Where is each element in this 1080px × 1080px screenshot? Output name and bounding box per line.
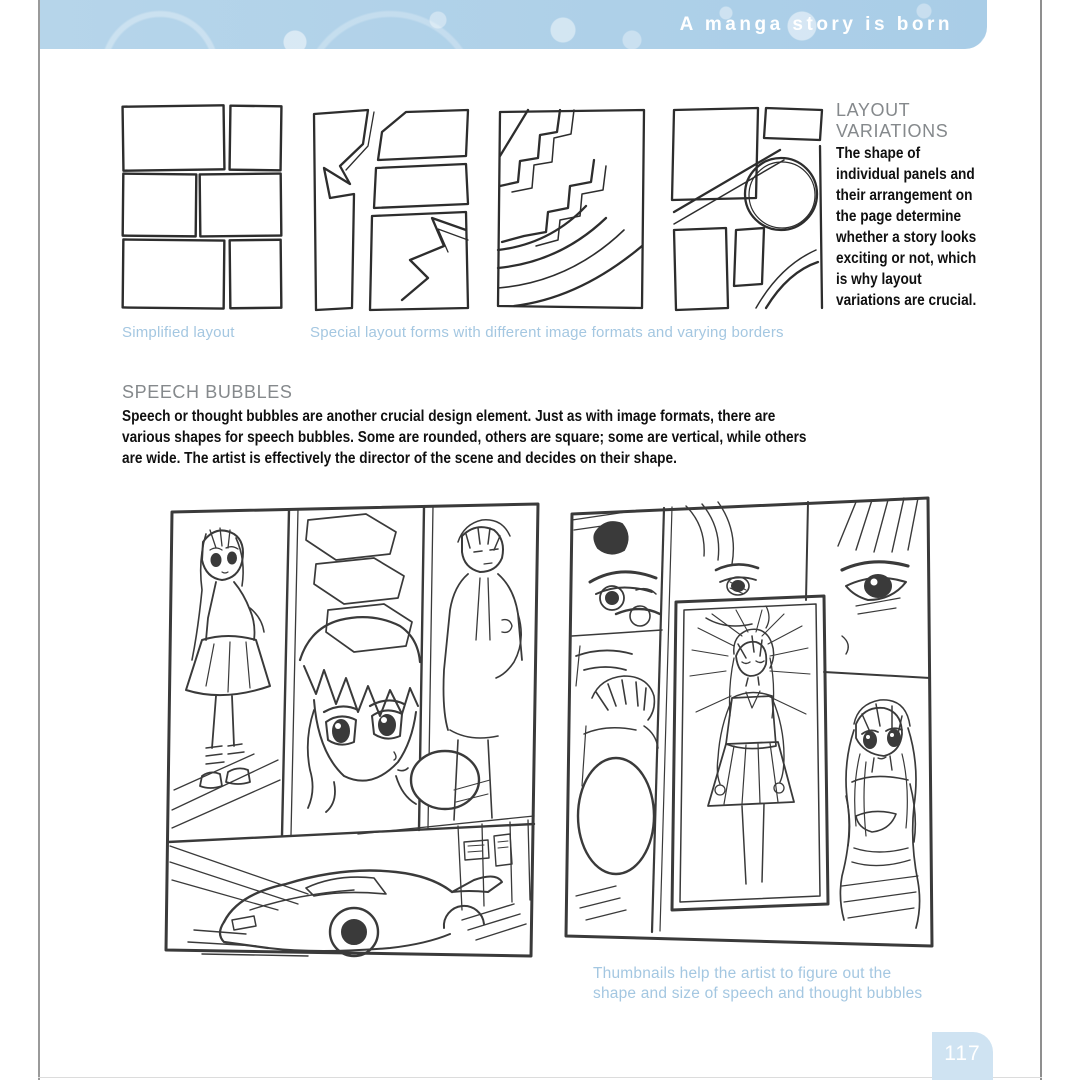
page-right-edge-line [1040,0,1042,1080]
page-bottom-edge-line [38,1077,1042,1078]
layout-variations-heading: LAYOUT VARIATIONS [836,100,949,141]
layout-sketch-staircase-rays [494,102,650,314]
caption-simplified-layout: Simplified layout [122,324,235,341]
page-left-edge-line [38,0,40,1080]
caption-special-layouts: Special layout forms with different image formats and varying borders [310,324,784,341]
chapter-title: A manga story is born [679,14,953,35]
layout-variations-body: The shape of individual panels and their arrangement on the page determine whether a story looks exciting or not, which is why layout variations are crucial. [836,145,977,309]
speech-bubbles-body: Speech or thought bubbles are another crucial design element. Just as with image formats, there are various shapes for speech bubbles. Some are rounded, others are square; some are vertical, while others are wide. The artist is effectively the director of the scene and decides on their shape. [122,408,807,467]
page-number: 117 [932,1032,993,1080]
layout-sketch-jagged-borders [306,102,474,314]
speech-bubbles-heading: SPEECH BUBBLES [122,382,293,402]
caption-thumbnails: Thumbnails help the artist to figure out the shape and size of speech and thought bubbles [593,965,923,1002]
thumbnail-sketch-mirror-scene [556,486,944,956]
thumbnail-sketch-street-car-scene [158,490,546,962]
layout-sketch-simplified-grid [120,102,284,312]
layout-sketch-circle-diagonals [668,102,826,314]
chapter-header-band [40,0,987,49]
